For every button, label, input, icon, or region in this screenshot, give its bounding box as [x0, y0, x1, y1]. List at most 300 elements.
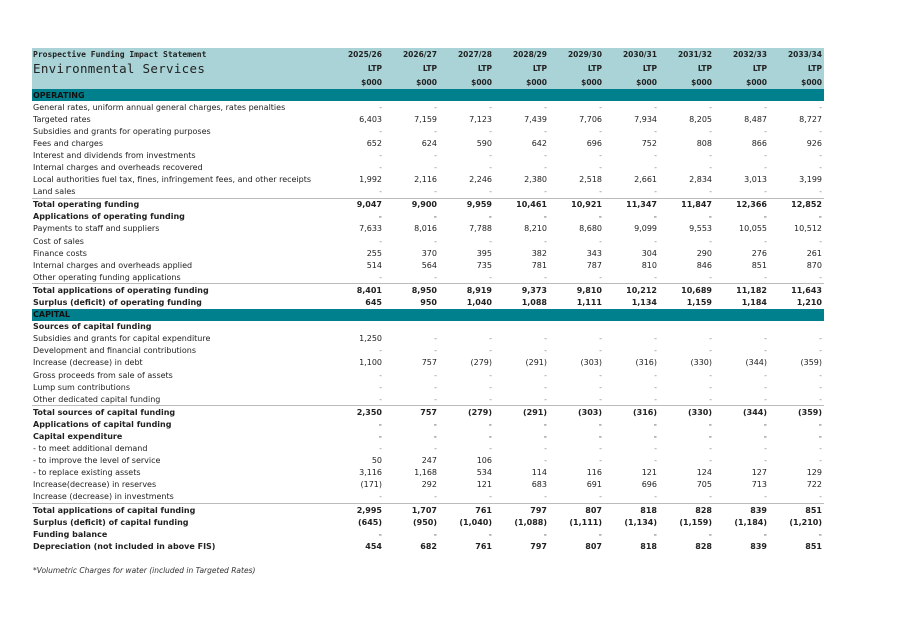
- value-cell: 10,689: [659, 284, 714, 297]
- value-cell: -: [819, 456, 822, 466]
- value-cell: -: [708, 431, 712, 441]
- section-fill: [769, 309, 824, 321]
- value-cell: -: [489, 126, 492, 136]
- value-cell: -: [489, 346, 492, 356]
- table-row: [32, 284, 824, 297]
- value-cell: (1,134): [624, 517, 657, 527]
- value-cell: -: [544, 150, 547, 160]
- value-cell: 839: [714, 504, 769, 517]
- value-cell: 124: [696, 468, 712, 478]
- value-cell: -: [544, 102, 547, 112]
- value-cell: 11,643: [769, 284, 824, 297]
- value-cell: 851: [769, 504, 824, 517]
- value-cell: (1,111): [569, 517, 602, 527]
- value-cell: -: [488, 529, 492, 539]
- value-cell: -: [654, 444, 657, 454]
- section-header: [32, 309, 824, 321]
- value-cell: -: [434, 346, 437, 356]
- value-cell: -: [434, 370, 437, 380]
- value-cell: -: [599, 102, 602, 112]
- unit-label: $000: [384, 76, 439, 89]
- section-fill: [329, 89, 384, 101]
- value-cell: (1,040): [459, 517, 492, 527]
- value-cell: -: [379, 382, 382, 392]
- value-cell: -: [433, 212, 437, 222]
- row-label: Targeted rates: [33, 114, 91, 124]
- value-cell: -: [598, 419, 602, 429]
- value-cell: 10,461: [494, 198, 549, 211]
- value-cell: 1,111: [576, 298, 602, 308]
- row-label: Sources of capital funding: [33, 322, 152, 332]
- value-cell: -: [489, 382, 492, 392]
- value-cell: -: [819, 102, 822, 112]
- value-cell: (316): [635, 358, 657, 368]
- value-cell: 807: [549, 504, 604, 517]
- value-cell: (303): [580, 358, 602, 368]
- value-cell: (291): [525, 358, 547, 368]
- value-cell: 757: [421, 358, 437, 368]
- value-cell: (330): [690, 358, 712, 368]
- value-cell: -: [434, 444, 437, 454]
- unit-label: $000: [604, 76, 659, 89]
- value-cell: (291): [494, 406, 549, 419]
- value-cell: [329, 321, 384, 333]
- value-cell: -: [434, 126, 437, 136]
- value-cell: 1,168: [414, 468, 437, 478]
- value-cell: 781: [531, 260, 547, 270]
- value-cell: -: [764, 346, 767, 356]
- value-cell: -: [433, 529, 437, 539]
- row-label: Funding balance: [33, 529, 108, 539]
- value-cell: -: [709, 456, 712, 466]
- value-cell: 624: [421, 138, 437, 148]
- activity-title: Environmental Services: [32, 61, 329, 76]
- value-cell: [604, 321, 659, 333]
- value-cell: -: [378, 529, 382, 539]
- plan-label: LTP: [439, 61, 494, 76]
- value-cell: 866: [751, 138, 767, 148]
- value-cell: 8,680: [579, 224, 602, 234]
- value-cell: -: [654, 236, 657, 246]
- table-row: [32, 393, 824, 406]
- value-cell: 11,847: [659, 198, 714, 211]
- value-cell: (344): [714, 406, 769, 419]
- header-row-units: [32, 76, 824, 89]
- value-cell: -: [434, 236, 437, 246]
- plan-label: LTP: [604, 61, 659, 76]
- value-cell: -: [654, 272, 657, 282]
- value-cell: -: [544, 334, 547, 344]
- value-cell: -: [818, 529, 822, 539]
- value-cell: 8,401: [329, 284, 384, 297]
- value-cell: (1,184): [734, 517, 767, 527]
- value-cell: 3,199: [799, 175, 822, 185]
- value-cell: -: [709, 126, 712, 136]
- value-cell: 810: [641, 260, 657, 270]
- value-cell: 761: [475, 541, 492, 551]
- value-cell: 11,182: [714, 284, 769, 297]
- value-cell: 696: [641, 480, 657, 490]
- row-label: Subsidies and grants for capital expenditure: [33, 334, 211, 344]
- value-cell: 7,633: [359, 224, 382, 234]
- value-cell: (279): [439, 406, 494, 419]
- value-cell: 1,088: [521, 298, 547, 308]
- value-cell: 846: [696, 260, 712, 270]
- table-row: [32, 235, 824, 247]
- value-cell: -: [379, 187, 382, 197]
- value-cell: 10,055: [739, 224, 767, 234]
- value-cell: 870: [806, 260, 822, 270]
- row-label: Finance costs: [33, 248, 87, 258]
- table-row: [32, 455, 824, 467]
- value-cell: -: [433, 419, 437, 429]
- value-cell: 127: [751, 468, 767, 478]
- value-cell: -: [489, 394, 492, 404]
- value-cell: 1,992: [359, 175, 382, 185]
- value-cell: (1,159): [679, 517, 712, 527]
- table-row: [32, 174, 824, 186]
- year-header: 2031/32: [659, 48, 714, 61]
- value-cell: -: [489, 236, 492, 246]
- row-label: Land sales: [33, 187, 76, 197]
- section-fill: [494, 89, 549, 101]
- table-row: [32, 540, 824, 552]
- value-cell: -: [489, 334, 492, 344]
- value-cell: 2,246: [469, 175, 492, 185]
- row-label: Total sources of capital funding: [32, 406, 329, 419]
- value-cell: 292: [421, 480, 437, 490]
- value-cell: 8,950: [384, 284, 439, 297]
- value-cell: -: [379, 126, 382, 136]
- value-cell: 8,210: [524, 224, 547, 234]
- value-cell: 382: [531, 248, 547, 258]
- value-cell: -: [378, 419, 382, 429]
- value-cell: -: [379, 163, 382, 173]
- table-row: [32, 113, 824, 125]
- table-row: [32, 418, 824, 430]
- section-header: [32, 89, 824, 101]
- value-cell: -: [654, 492, 657, 502]
- value-cell: 752: [641, 138, 657, 148]
- value-cell: -: [434, 394, 437, 404]
- value-cell: 696: [586, 138, 602, 148]
- value-cell: 1,210: [796, 298, 822, 308]
- value-cell: -: [818, 431, 822, 441]
- value-cell: 713: [751, 480, 767, 490]
- value-cell: -: [764, 382, 767, 392]
- value-cell: -: [764, 394, 767, 404]
- value-cell: 9,810: [549, 284, 604, 297]
- value-cell: -: [819, 492, 822, 502]
- value-cell: -: [544, 236, 547, 246]
- value-cell: -: [599, 444, 602, 454]
- value-cell: -: [764, 150, 767, 160]
- value-cell: 7,788: [469, 224, 492, 234]
- value-cell: 2,350: [329, 406, 384, 419]
- value-cell: -: [709, 187, 712, 197]
- unit-label: $000: [439, 76, 494, 89]
- table-row: [32, 211, 824, 223]
- section-fill: [604, 89, 659, 101]
- value-cell: -: [764, 492, 767, 502]
- table-row: [32, 528, 824, 540]
- value-cell: 8,205: [689, 114, 712, 124]
- value-cell: 10,921: [549, 198, 604, 211]
- value-cell: -: [378, 212, 382, 222]
- row-label: Increase (decrease) in investments: [33, 492, 174, 502]
- value-cell: -: [654, 187, 657, 197]
- table-row: [32, 321, 824, 333]
- value-cell: 50: [371, 456, 382, 466]
- value-cell: 3,013: [744, 175, 767, 185]
- value-cell: -: [379, 102, 382, 112]
- value-cell: 9,553: [689, 224, 712, 234]
- value-cell: -: [819, 163, 822, 173]
- funding-impact-statement: [32, 48, 824, 552]
- value-cell: -: [544, 370, 547, 380]
- value-cell: (330): [659, 406, 714, 419]
- value-cell: 8,016: [414, 224, 437, 234]
- table-row: [32, 443, 824, 455]
- row-label: Other operating funding applications: [33, 272, 181, 282]
- value-cell: 851: [805, 541, 822, 551]
- row-label: Lump sum contributions: [33, 382, 131, 392]
- value-cell: 691: [586, 480, 602, 490]
- table-row: [32, 516, 824, 528]
- header-row-plan: [32, 61, 824, 76]
- value-cell: 808: [696, 138, 712, 148]
- section-fill: [494, 309, 549, 321]
- value-cell: 682: [420, 541, 437, 551]
- year-header: 2030/31: [604, 48, 659, 61]
- value-cell: -: [819, 334, 822, 344]
- value-cell: -: [488, 431, 492, 441]
- value-cell: -: [599, 492, 602, 502]
- value-cell: 2,834: [689, 175, 712, 185]
- value-cell: -: [489, 163, 492, 173]
- value-cell: -: [709, 444, 712, 454]
- value-cell: -: [598, 529, 602, 539]
- value-cell: 9,047: [329, 198, 384, 211]
- table-row: [32, 333, 824, 345]
- value-cell: -: [544, 492, 547, 502]
- value-cell: 10,212: [604, 284, 659, 297]
- value-cell: 1,707: [384, 504, 439, 517]
- value-cell: 683: [531, 480, 547, 490]
- value-cell: -: [598, 431, 602, 441]
- value-cell: 10,512: [794, 224, 822, 234]
- value-cell: -: [599, 370, 602, 380]
- section-fill: [604, 309, 659, 321]
- value-cell: -: [379, 150, 382, 160]
- value-cell: -: [654, 102, 657, 112]
- value-cell: -: [654, 126, 657, 136]
- plan-label: LTP: [714, 61, 769, 76]
- value-cell: -: [654, 456, 657, 466]
- value-cell: (359): [800, 358, 822, 368]
- row-label: Development and financial contributions: [33, 346, 197, 356]
- table-row: [32, 223, 824, 235]
- value-cell: 1,184: [741, 298, 767, 308]
- value-cell: -: [599, 126, 602, 136]
- plan-label: LTP: [329, 61, 384, 76]
- value-cell: (359): [769, 406, 824, 419]
- plan-label: LTP: [549, 61, 604, 76]
- value-cell: (279): [470, 358, 492, 368]
- value-cell: -: [709, 382, 712, 392]
- value-cell: -: [543, 529, 547, 539]
- table-row: [32, 137, 824, 149]
- value-cell: [659, 321, 714, 333]
- value-cell: 2,661: [634, 175, 657, 185]
- value-cell: -: [653, 419, 657, 429]
- table-row: [32, 430, 824, 442]
- value-cell: -: [709, 394, 712, 404]
- value-cell: -: [708, 212, 712, 222]
- value-cell: 6,403: [359, 114, 382, 124]
- value-cell: 8,487: [744, 114, 767, 124]
- value-cell: -: [764, 163, 767, 173]
- value-cell: [439, 321, 494, 333]
- unit-label: $000: [659, 76, 714, 89]
- year-header: 2032/33: [714, 48, 769, 61]
- value-cell: -: [709, 272, 712, 282]
- value-cell: 121: [641, 468, 657, 478]
- table-row: [32, 259, 824, 271]
- value-cell: -: [543, 431, 547, 441]
- value-cell: 276: [751, 248, 767, 258]
- value-cell: 2,116: [414, 175, 437, 185]
- row-label: Other dedicated capital funding: [33, 394, 161, 404]
- value-cell: -: [489, 444, 492, 454]
- value-cell: -: [489, 150, 492, 160]
- value-cell: -: [599, 382, 602, 392]
- unit-label: $000: [494, 76, 549, 89]
- value-cell: 797: [494, 504, 549, 517]
- year-header: 2033/34: [769, 48, 824, 61]
- value-cell: -: [654, 370, 657, 380]
- row-label: Local authorities fuel tax, fines, infringement fees, and other receipts: [33, 175, 312, 185]
- value-cell: -: [818, 419, 822, 429]
- value-cell: 8,727: [799, 114, 822, 124]
- value-cell: -: [434, 382, 437, 392]
- value-cell: -: [764, 126, 767, 136]
- table-row: [32, 198, 824, 211]
- value-cell: -: [599, 272, 602, 282]
- plan-label: LTP: [769, 61, 824, 76]
- table-row: [32, 297, 824, 309]
- value-cell: -: [709, 346, 712, 356]
- value-cell: -: [764, 102, 767, 112]
- section-fill: [439, 89, 494, 101]
- value-cell: -: [434, 150, 437, 160]
- table-row: [32, 186, 824, 199]
- value-cell: -: [544, 163, 547, 173]
- header-spacer: [32, 76, 329, 89]
- value-cell: (344): [745, 358, 767, 368]
- value-cell: 652: [366, 138, 382, 148]
- value-cell: -: [599, 236, 602, 246]
- value-cell: [769, 321, 824, 333]
- plan-label: LTP: [659, 61, 714, 76]
- value-cell: -: [434, 334, 437, 344]
- value-cell: -: [544, 272, 547, 282]
- fis-body: [32, 89, 824, 552]
- value-cell: -: [709, 370, 712, 380]
- value-cell: 828: [659, 504, 714, 517]
- value-cell: -: [819, 370, 822, 380]
- value-cell: 645: [365, 298, 382, 308]
- value-cell: 247: [421, 456, 437, 466]
- value-cell: (1,210): [789, 517, 822, 527]
- section-fill: [549, 309, 604, 321]
- value-cell: (950): [412, 517, 437, 527]
- row-label: Total operating funding: [32, 198, 329, 211]
- value-cell: -: [654, 150, 657, 160]
- value-cell: -: [763, 431, 767, 441]
- value-cell: 454: [365, 541, 382, 551]
- value-cell: 290: [696, 248, 712, 258]
- value-cell: -: [764, 370, 767, 380]
- unit-label: $000: [769, 76, 824, 89]
- value-cell: -: [489, 370, 492, 380]
- value-cell: -: [599, 334, 602, 344]
- value-cell: [714, 321, 769, 333]
- row-label: Surplus (deficit) of capital funding: [33, 517, 189, 527]
- row-label: Total applications of operating funding: [32, 284, 329, 297]
- section-fill: [384, 309, 439, 321]
- value-cell: -: [819, 272, 822, 282]
- value-cell: (303): [549, 406, 604, 419]
- row-label: Applications of capital funding: [33, 419, 172, 429]
- value-cell: 2,518: [579, 175, 602, 185]
- row-label: Subsidies and grants for operating purposes: [33, 126, 211, 136]
- value-cell: -: [819, 150, 822, 160]
- value-cell: 590: [476, 138, 492, 148]
- row-label: General rates, uniform annual general charges, rates penalties: [33, 102, 286, 112]
- value-cell: -: [544, 187, 547, 197]
- value-cell: -: [818, 212, 822, 222]
- value-cell: 7,934: [634, 114, 657, 124]
- value-cell: -: [764, 456, 767, 466]
- value-cell: -: [433, 431, 437, 441]
- section-fill: [549, 89, 604, 101]
- value-cell: -: [819, 187, 822, 197]
- section-fill: [769, 89, 824, 101]
- value-cell: -: [599, 456, 602, 466]
- value-cell: -: [379, 492, 382, 502]
- value-cell: -: [819, 236, 822, 246]
- value-cell: 787: [586, 260, 602, 270]
- value-cell: -: [654, 394, 657, 404]
- row-label: - to meet additional demand: [33, 444, 148, 454]
- value-cell: 8,919: [439, 284, 494, 297]
- footnote: *Volumetric Charges for water (included in Targeted Rates): [33, 566, 256, 575]
- table-row: [32, 357, 824, 369]
- value-cell: -: [819, 126, 822, 136]
- value-cell: -: [764, 272, 767, 282]
- value-cell: 1,134: [631, 298, 657, 308]
- value-cell: -: [544, 444, 547, 454]
- row-label: Total applications of capital funding: [32, 504, 329, 517]
- value-cell: -: [763, 529, 767, 539]
- table-row: [32, 381, 824, 393]
- plan-label: LTP: [494, 61, 549, 76]
- value-cell: -: [599, 394, 602, 404]
- table-row: [32, 491, 824, 504]
- value-cell: -: [764, 334, 767, 344]
- value-cell: -: [543, 419, 547, 429]
